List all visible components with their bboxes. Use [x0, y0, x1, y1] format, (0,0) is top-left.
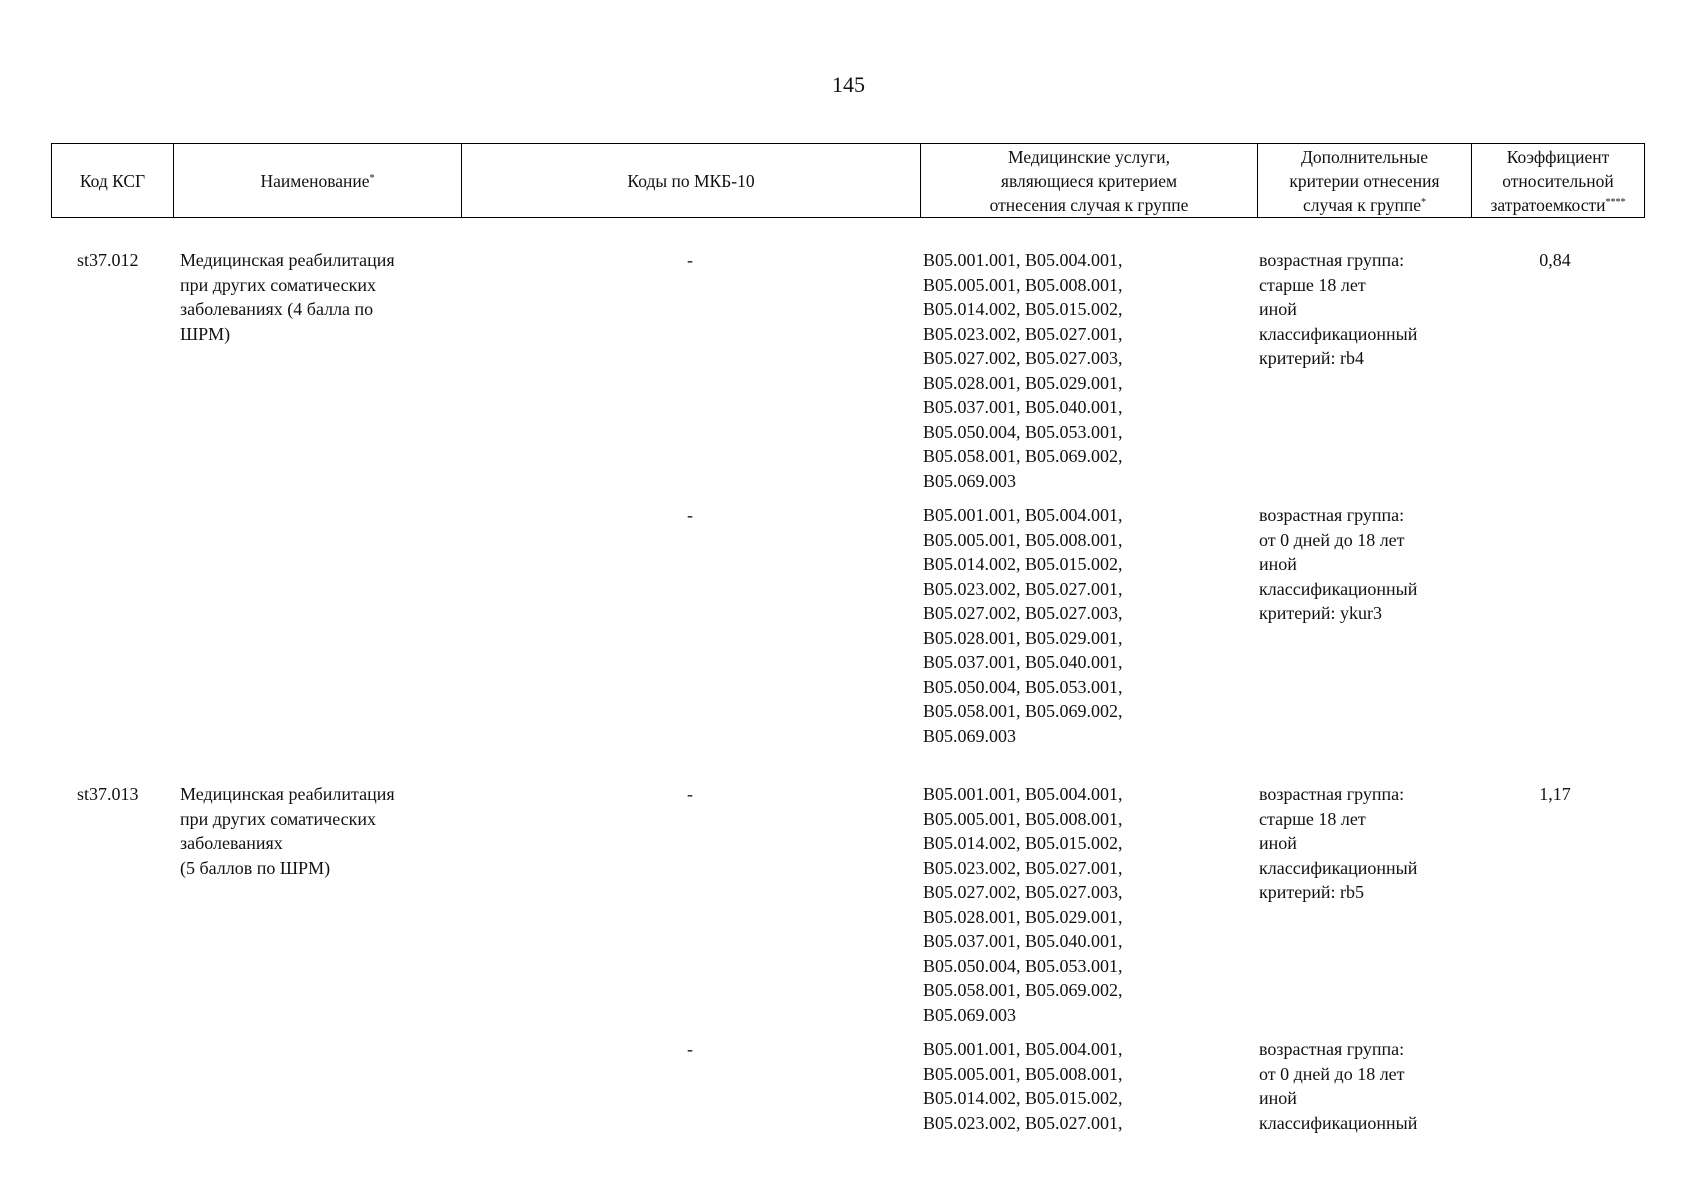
header-services: Медицинские услуги, являющиеся критерием отнесения случая к группе	[921, 144, 1258, 218]
mkb-codes: -	[687, 1039, 693, 1059]
group-coefficient: 1,17	[1539, 784, 1571, 804]
medical-services: B05.001.001, B05.004.001, B05.005.001, B05.008.001, B05.014.002, B05.015.002, B05.023.002, B05.027.001,	[923, 1039, 1123, 1133]
group-name: Медицинская реабилитация при других соматических заболеваниях (5 баллов по ШРМ)	[180, 784, 395, 878]
group-code: st37.013	[77, 784, 139, 804]
page-number: 145	[832, 72, 865, 97]
mkb-codes: -	[687, 784, 693, 804]
additional-criteria: возрастная группа: старше 18 лет иной классификационный критерий: rb5	[1259, 784, 1418, 902]
group-code: st37.012	[77, 250, 139, 270]
mkb-codes: -	[687, 505, 693, 525]
table-header	[51, 143, 1645, 218]
header-mkb: Коды по МКБ-10	[462, 144, 921, 218]
mkb-codes: -	[687, 250, 693, 270]
footnote-mark: *	[1421, 196, 1427, 208]
medical-services: B05.001.001, B05.004.001, B05.005.001, B05.008.001, B05.014.002, B05.015.002, B05.023.002, B05.027.001, B05.027.002, B05.027.003, B05.028.001, B05.029.001, B05.037.001, B05.040.001, B05.050.004, B05.053.001, B05.058.001, B05.069.002, B05.069.003	[923, 250, 1123, 491]
group-name: Медицинская реабилитация при других соматических заболеваниях (4 балла по ШРМ)	[180, 250, 395, 344]
footnote-mark: *	[369, 172, 375, 184]
medical-services: B05.001.001, B05.004.001, B05.005.001, B05.008.001, B05.014.002, B05.015.002, B05.023.002, B05.027.001, B05.027.002, B05.027.003, B05.028.001, B05.029.001, B05.037.001, B05.040.001, B05.050.004, B05.053.001, B05.058.001, B05.069.002, B05.069.003	[923, 505, 1123, 746]
header-criteria: Дополнительные критерии отнесения случая к группе*	[1258, 144, 1472, 218]
header-code: Код КСГ	[52, 144, 174, 218]
additional-criteria: возрастная группа: от 0 дней до 18 лет иной классификационный	[1259, 1039, 1418, 1133]
header-name: Наименование*	[174, 144, 462, 218]
additional-criteria: возрастная группа: старше 18 лет иной классификационный критерий: rb4	[1259, 250, 1418, 368]
header-coefficient: Коэффициент относительной затратоемкости****	[1472, 144, 1645, 218]
footnote-mark: ****	[1605, 196, 1626, 208]
group-coefficient: 0,84	[1539, 250, 1571, 270]
medical-services: B05.001.001, B05.004.001, B05.005.001, B05.008.001, B05.014.002, B05.015.002, B05.023.002, B05.027.001, B05.027.002, B05.027.003, B05.028.001, B05.029.001, B05.037.001, B05.040.001, B05.050.004, B05.053.001, B05.058.001, B05.069.002, B05.069.003	[923, 784, 1123, 1025]
additional-criteria: возрастная группа: от 0 дней до 18 лет иной классификационный критерий: ykur3	[1259, 505, 1418, 623]
